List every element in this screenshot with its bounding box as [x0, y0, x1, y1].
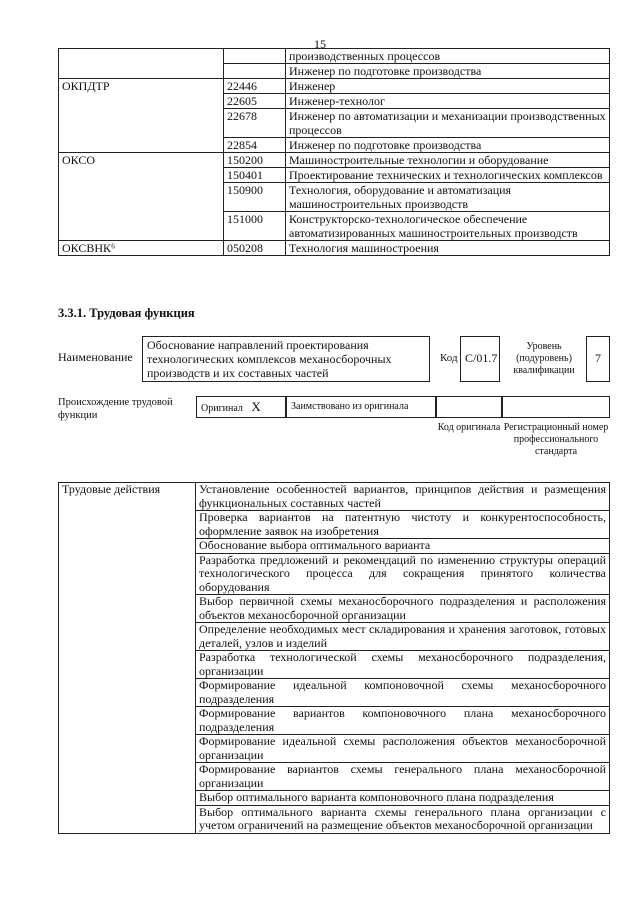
labor-action-item: Определение необходимых мест складирования и хранения заготовок, готовых деталей, узлов и изделий	[196, 623, 610, 651]
level-label: Уровень (подуровень) квалификации	[513, 341, 575, 376]
labor-action-item: Формирование вариантов схемы генерального плана механосборочной организации	[196, 763, 610, 791]
reg-number-cell	[502, 396, 610, 418]
labor-action-item: Формирование идеальной компоновочной схемы механосборочного подразделения	[196, 679, 610, 707]
classifier-code: 22605	[224, 94, 286, 109]
labor-action-item: Обоснование выбора оптимального варианта	[196, 539, 610, 554]
code-value: С/01.7	[465, 351, 498, 365]
labor-action-item: Выбор оптимального варианта схемы генерального плана организации с учетом ограничений на размещение объектов механосборочной организации	[196, 805, 610, 833]
classifier-title: Технология машиностроения	[286, 241, 610, 256]
labor-action-item: Установление особенностей вариантов, принципов действия и размещения функциональных составных частей	[196, 483, 610, 511]
classifier-title: Инженер-технолог	[286, 94, 610, 109]
original-mark: X	[251, 399, 261, 414]
classifier-title: Проектирование технических и технологических комплексов	[286, 168, 610, 183]
borrowed-label: Заимствовано из оригинала	[291, 401, 409, 412]
classifier-title: Машиностроительные технологии и оборудование	[286, 153, 610, 168]
labor-action-item: Формирование идеальной схемы расположения объектов механосборочной организации	[196, 735, 610, 763]
original-cell	[196, 396, 286, 418]
labor-action-item: Разработка предложений и рекомендаций по изменению структуры операций технологического процесса для сокращения принятого количества оборудования	[196, 553, 610, 595]
reg-number-caption: Регистрационный номер профессионального стандарта	[503, 422, 609, 457]
function-name-box	[142, 336, 430, 382]
labor-action-item: Проверка вариантов на патентную чистоту и конкурентоспособность, оформление заявок на изобретения	[196, 511, 610, 539]
classifier-name	[59, 49, 224, 79]
classifier-code: 050208	[224, 241, 286, 256]
classifier-name: ОКСО	[59, 153, 224, 241]
labor-actions-header: Трудовые действия	[59, 483, 196, 834]
original-label: Оригинал	[201, 403, 243, 414]
classifier-code: 151000	[224, 212, 286, 241]
labor-action-item: Разработка технологической схемы механосборочного подразделения, организации	[196, 651, 610, 679]
classifier-code: 150401	[224, 168, 286, 183]
code-original-caption: Код оригинала	[437, 422, 501, 433]
classifier-table	[58, 48, 610, 256]
function-name-value: Обоснование направлений проектирования технологических комплексов механосборочных производств и их составных частей	[147, 338, 392, 380]
classifier-title: Инженер по подготовке производства	[286, 138, 610, 153]
labor-action-item: Выбор первичной схемы механосборочного подразделения и расположения объектов механосборочной организации	[196, 595, 610, 623]
name-label: Наименование	[58, 350, 133, 364]
classifier-title: Инженер	[286, 79, 610, 94]
classifier-name: ОКПДТР	[59, 79, 224, 153]
classifier-title: Инженер по автоматизации и механизации производственных процессов	[286, 109, 610, 138]
classifier-row	[59, 79, 610, 94]
classifier-title: Инженер по подготовке производства	[286, 64, 610, 79]
classifier-row	[59, 241, 610, 256]
borrowed-cell	[286, 396, 436, 418]
classifier-code: 22678	[224, 109, 286, 138]
page-number: 15	[314, 37, 326, 51]
level-value: 7	[595, 351, 601, 365]
labor-action-row	[59, 483, 610, 511]
code-original-cell	[436, 396, 502, 418]
labor-action-item: Выбор оптимального варианта компоновочного плана подразделения	[196, 791, 610, 806]
classifier-name: ОКСВНК⁶	[59, 241, 224, 256]
code-label: Код	[440, 352, 458, 364]
code-box	[460, 336, 500, 382]
classifier-row	[59, 49, 610, 64]
classifier-code: 150200	[224, 153, 286, 168]
classifier-code	[224, 49, 286, 64]
classifier-code: 150900	[224, 183, 286, 212]
labor-action-item: Формирование вариантов компоновочного плана механосборочного подразделения	[196, 707, 610, 735]
level-box	[586, 336, 610, 382]
classifier-row	[59, 153, 610, 168]
labor-actions-table	[58, 482, 610, 834]
classifier-code: 22446	[224, 79, 286, 94]
classifier-code	[224, 64, 286, 79]
classifier-title: Технология, оборудование и автоматизация машиностроительных производств	[286, 183, 610, 212]
classifier-title: Конструкторско-технологическое обеспечение автоматизированных машиностроительных производств	[286, 212, 610, 241]
origin-label: Происхождение трудовой функции	[58, 397, 173, 421]
classifier-code: 22854	[224, 138, 286, 153]
classifier-title: производственных процессов	[286, 49, 610, 64]
section-title: 3.3.1. Трудовая функция	[58, 306, 195, 320]
